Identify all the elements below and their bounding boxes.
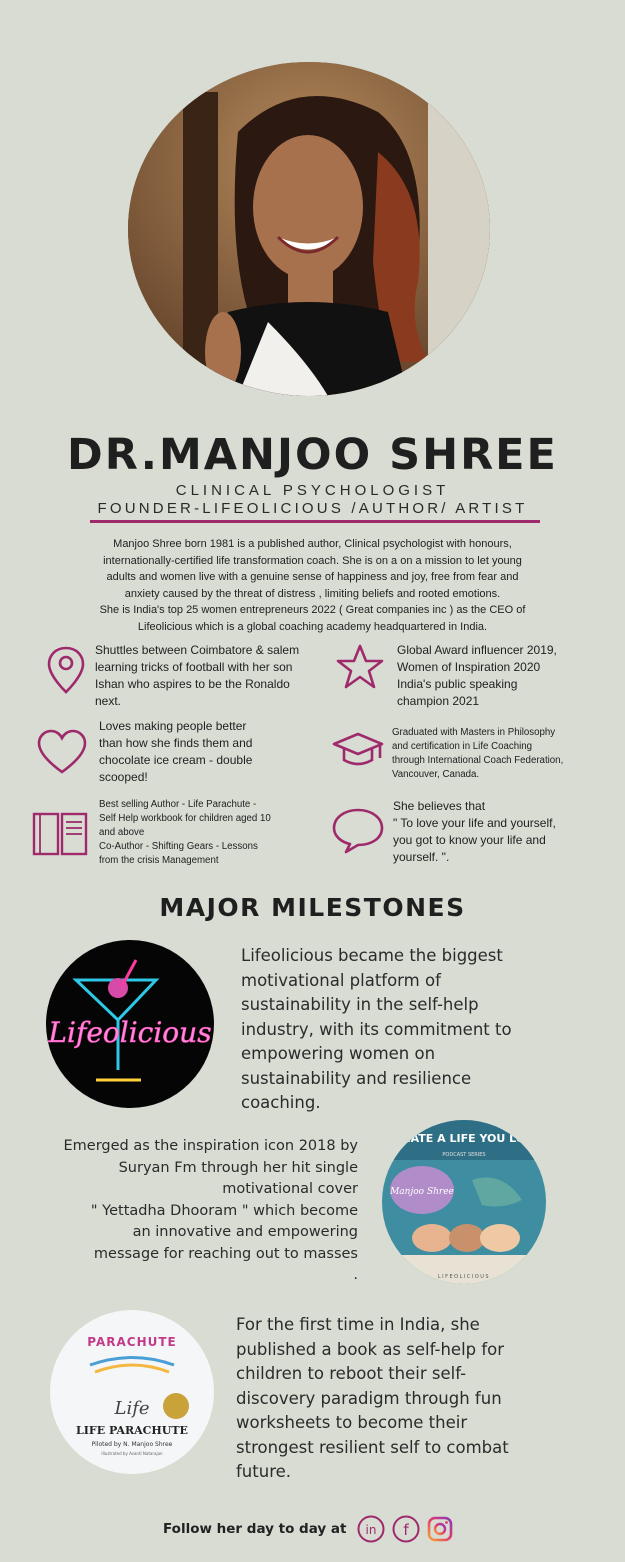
cover-subtitle: PODCAST SERIES bbox=[442, 1152, 486, 1158]
fact-line: India's public speaking bbox=[397, 677, 518, 691]
fact-line: from the crisis Management bbox=[99, 855, 219, 866]
bio-line: adults and women live with a genuine sense of happiness and joy, free from fear and bbox=[106, 571, 519, 583]
fact-books bbox=[99, 798, 324, 868]
fact-belief bbox=[393, 798, 608, 866]
fact-line: Graduated with Masters in Philosophy bbox=[392, 727, 556, 738]
instagram-icon[interactable] bbox=[426, 1515, 454, 1543]
milestone-line: For the first time in India, she bbox=[236, 1315, 480, 1334]
subtitle-founder: FOUNDER-LIFEOLICIOUS /AUTHOR/ ARTIST bbox=[97, 500, 528, 517]
fact-line: Self Help workbook for children aged 10 bbox=[99, 813, 271, 824]
location-pin-icon bbox=[38, 642, 94, 698]
milestone-line: strongest resilient self to combat bbox=[236, 1437, 509, 1457]
book-cover-title: LIFE PARACHUTE bbox=[76, 1424, 188, 1437]
podcast-cover-image bbox=[382, 1120, 546, 1284]
fact-location bbox=[95, 642, 325, 710]
milestone-1-text bbox=[241, 944, 581, 1116]
milestone-line: published a book as self-help for bbox=[236, 1339, 505, 1359]
fact-line: learning tricks of football with her son bbox=[95, 660, 293, 674]
milestone-line: motivational cover bbox=[222, 1181, 358, 1197]
milestone-line: Suryan Fm through her hit single bbox=[118, 1159, 358, 1176]
milestone-line: Emerged as the inspiration icon 2018 by bbox=[63, 1138, 358, 1154]
milestone-line: an innovative and empowering bbox=[132, 1224, 358, 1240]
milestone-line: empowering women on bbox=[241, 1044, 436, 1063]
book-cover-script: Life bbox=[114, 1398, 150, 1419]
fact-education bbox=[392, 726, 607, 782]
accent-underline bbox=[90, 520, 540, 523]
milestone-line: " Yettadha Dhooram " which become bbox=[90, 1202, 358, 1219]
bio-line: internationally-certified life transformation coach. She is on a on a mission to let young bbox=[103, 554, 522, 567]
fact-line: Loves making people better bbox=[99, 719, 247, 733]
speech-bubble-icon bbox=[330, 802, 386, 858]
book-cover-top: PARACHUTE bbox=[87, 1335, 177, 1349]
cover-headline: REATE A LIFE YOU LOV bbox=[394, 1132, 534, 1145]
bio-paragraph bbox=[55, 536, 570, 635]
svg-text:f: f bbox=[403, 1521, 409, 1539]
milestone-3-text bbox=[236, 1313, 581, 1485]
milestone-line: sustainability and resilience bbox=[241, 1068, 472, 1088]
milestone-line: . bbox=[353, 1267, 358, 1283]
milestone-line: industry, with its commitment to bbox=[241, 1019, 512, 1039]
fact-line: champion 2021 bbox=[397, 694, 480, 708]
milestone-line: discovery paradigm through fun bbox=[236, 1388, 502, 1408]
svg-text:in: in bbox=[365, 1523, 377, 1537]
follow-text: Follow her day to day at bbox=[163, 1521, 347, 1537]
fact-line: Shuttles between Coimbatore & salem bbox=[95, 643, 300, 657]
fact-line: you got to know your life and bbox=[393, 833, 546, 847]
heart-icon bbox=[34, 724, 90, 780]
section-title: MAJOR MILESTONES bbox=[159, 893, 466, 922]
fact-love bbox=[99, 718, 319, 786]
milestone-line: sustainability in the self-help bbox=[241, 995, 479, 1014]
book-icon bbox=[30, 804, 90, 860]
fact-line: Best selling Author - Life Parachute - bbox=[99, 799, 257, 810]
fact-line: yourself. ". bbox=[393, 850, 450, 864]
fact-line: Co-Author - Shifting Gears - Lessons bbox=[99, 841, 258, 852]
milestone-line: children to reboot their self- bbox=[236, 1364, 467, 1383]
book-cover-image bbox=[50, 1310, 214, 1474]
logo-text: Lifeolicious bbox=[48, 1016, 212, 1049]
milestone-line: message for reaching out to masses bbox=[93, 1245, 358, 1262]
graduation-cap-icon bbox=[330, 722, 386, 778]
linkedin-icon[interactable] bbox=[357, 1515, 385, 1543]
fact-line: chocolate ice cream - double bbox=[99, 753, 253, 767]
fact-line: through International Coach Federation, bbox=[392, 755, 564, 766]
facebook-icon[interactable] bbox=[392, 1515, 420, 1543]
bio-line: She is India's top 25 women entrepreneurs 2022 ( Great companies inc ) as the CEO of bbox=[99, 604, 526, 616]
fact-line: Women of Inspiration 2020 bbox=[397, 660, 541, 674]
fact-line: Ishan who aspires to be the Ronaldo bbox=[95, 677, 290, 691]
milestone-line: coaching. bbox=[241, 1093, 321, 1112]
cover-signature: Manjoo Shree bbox=[390, 1187, 454, 1197]
fact-line: Vancouver, Canada. bbox=[392, 769, 480, 780]
fact-line: and certification in Life Coaching bbox=[392, 741, 533, 752]
star-icon bbox=[332, 640, 388, 696]
lifeolicious-logo bbox=[46, 940, 214, 1108]
milestone-line: Lifeolicious became the biggest bbox=[241, 946, 503, 965]
milestone-line: worksheets to become their bbox=[236, 1413, 468, 1432]
bio-line: anxiety caused by the threat of distress , limiting beliefs and rooted emotions. bbox=[124, 587, 501, 600]
milestone-line: future. bbox=[236, 1462, 292, 1481]
fact-line: She believes that bbox=[393, 799, 486, 813]
book-cover-author: Piloted by N. Manjoo Shree bbox=[91, 1441, 173, 1448]
fact-line: next. bbox=[95, 694, 122, 708]
bio-line: Manjoo Shree born 1981 is a published author, Clinical psychologist with honours, bbox=[113, 538, 512, 550]
bio-line: Lifeolicious which is a global coaching academy headquartered in India. bbox=[137, 620, 488, 633]
fact-line: Global Award influencer 2019, bbox=[397, 643, 557, 657]
page-title: DR.MANJOO SHREE bbox=[67, 430, 558, 480]
fact-line: and above bbox=[99, 827, 145, 838]
fact-awards bbox=[397, 642, 607, 710]
fact-line: scooped! bbox=[99, 770, 148, 784]
book-cover-illustrator: Illustrated by Avanti Natarajan bbox=[101, 1451, 163, 1456]
milestone-line: motivational platform of bbox=[241, 970, 441, 990]
profile-photo bbox=[128, 62, 490, 396]
fact-line: " To love your life and yourself, bbox=[393, 816, 556, 830]
milestone-2-text bbox=[18, 1136, 358, 1287]
cover-brand: LIFEOLICIOUS bbox=[437, 1274, 491, 1280]
subtitle-role: CLINICAL PSYCHOLOGIST bbox=[175, 482, 450, 499]
fact-line: than how she finds them and bbox=[99, 736, 253, 750]
